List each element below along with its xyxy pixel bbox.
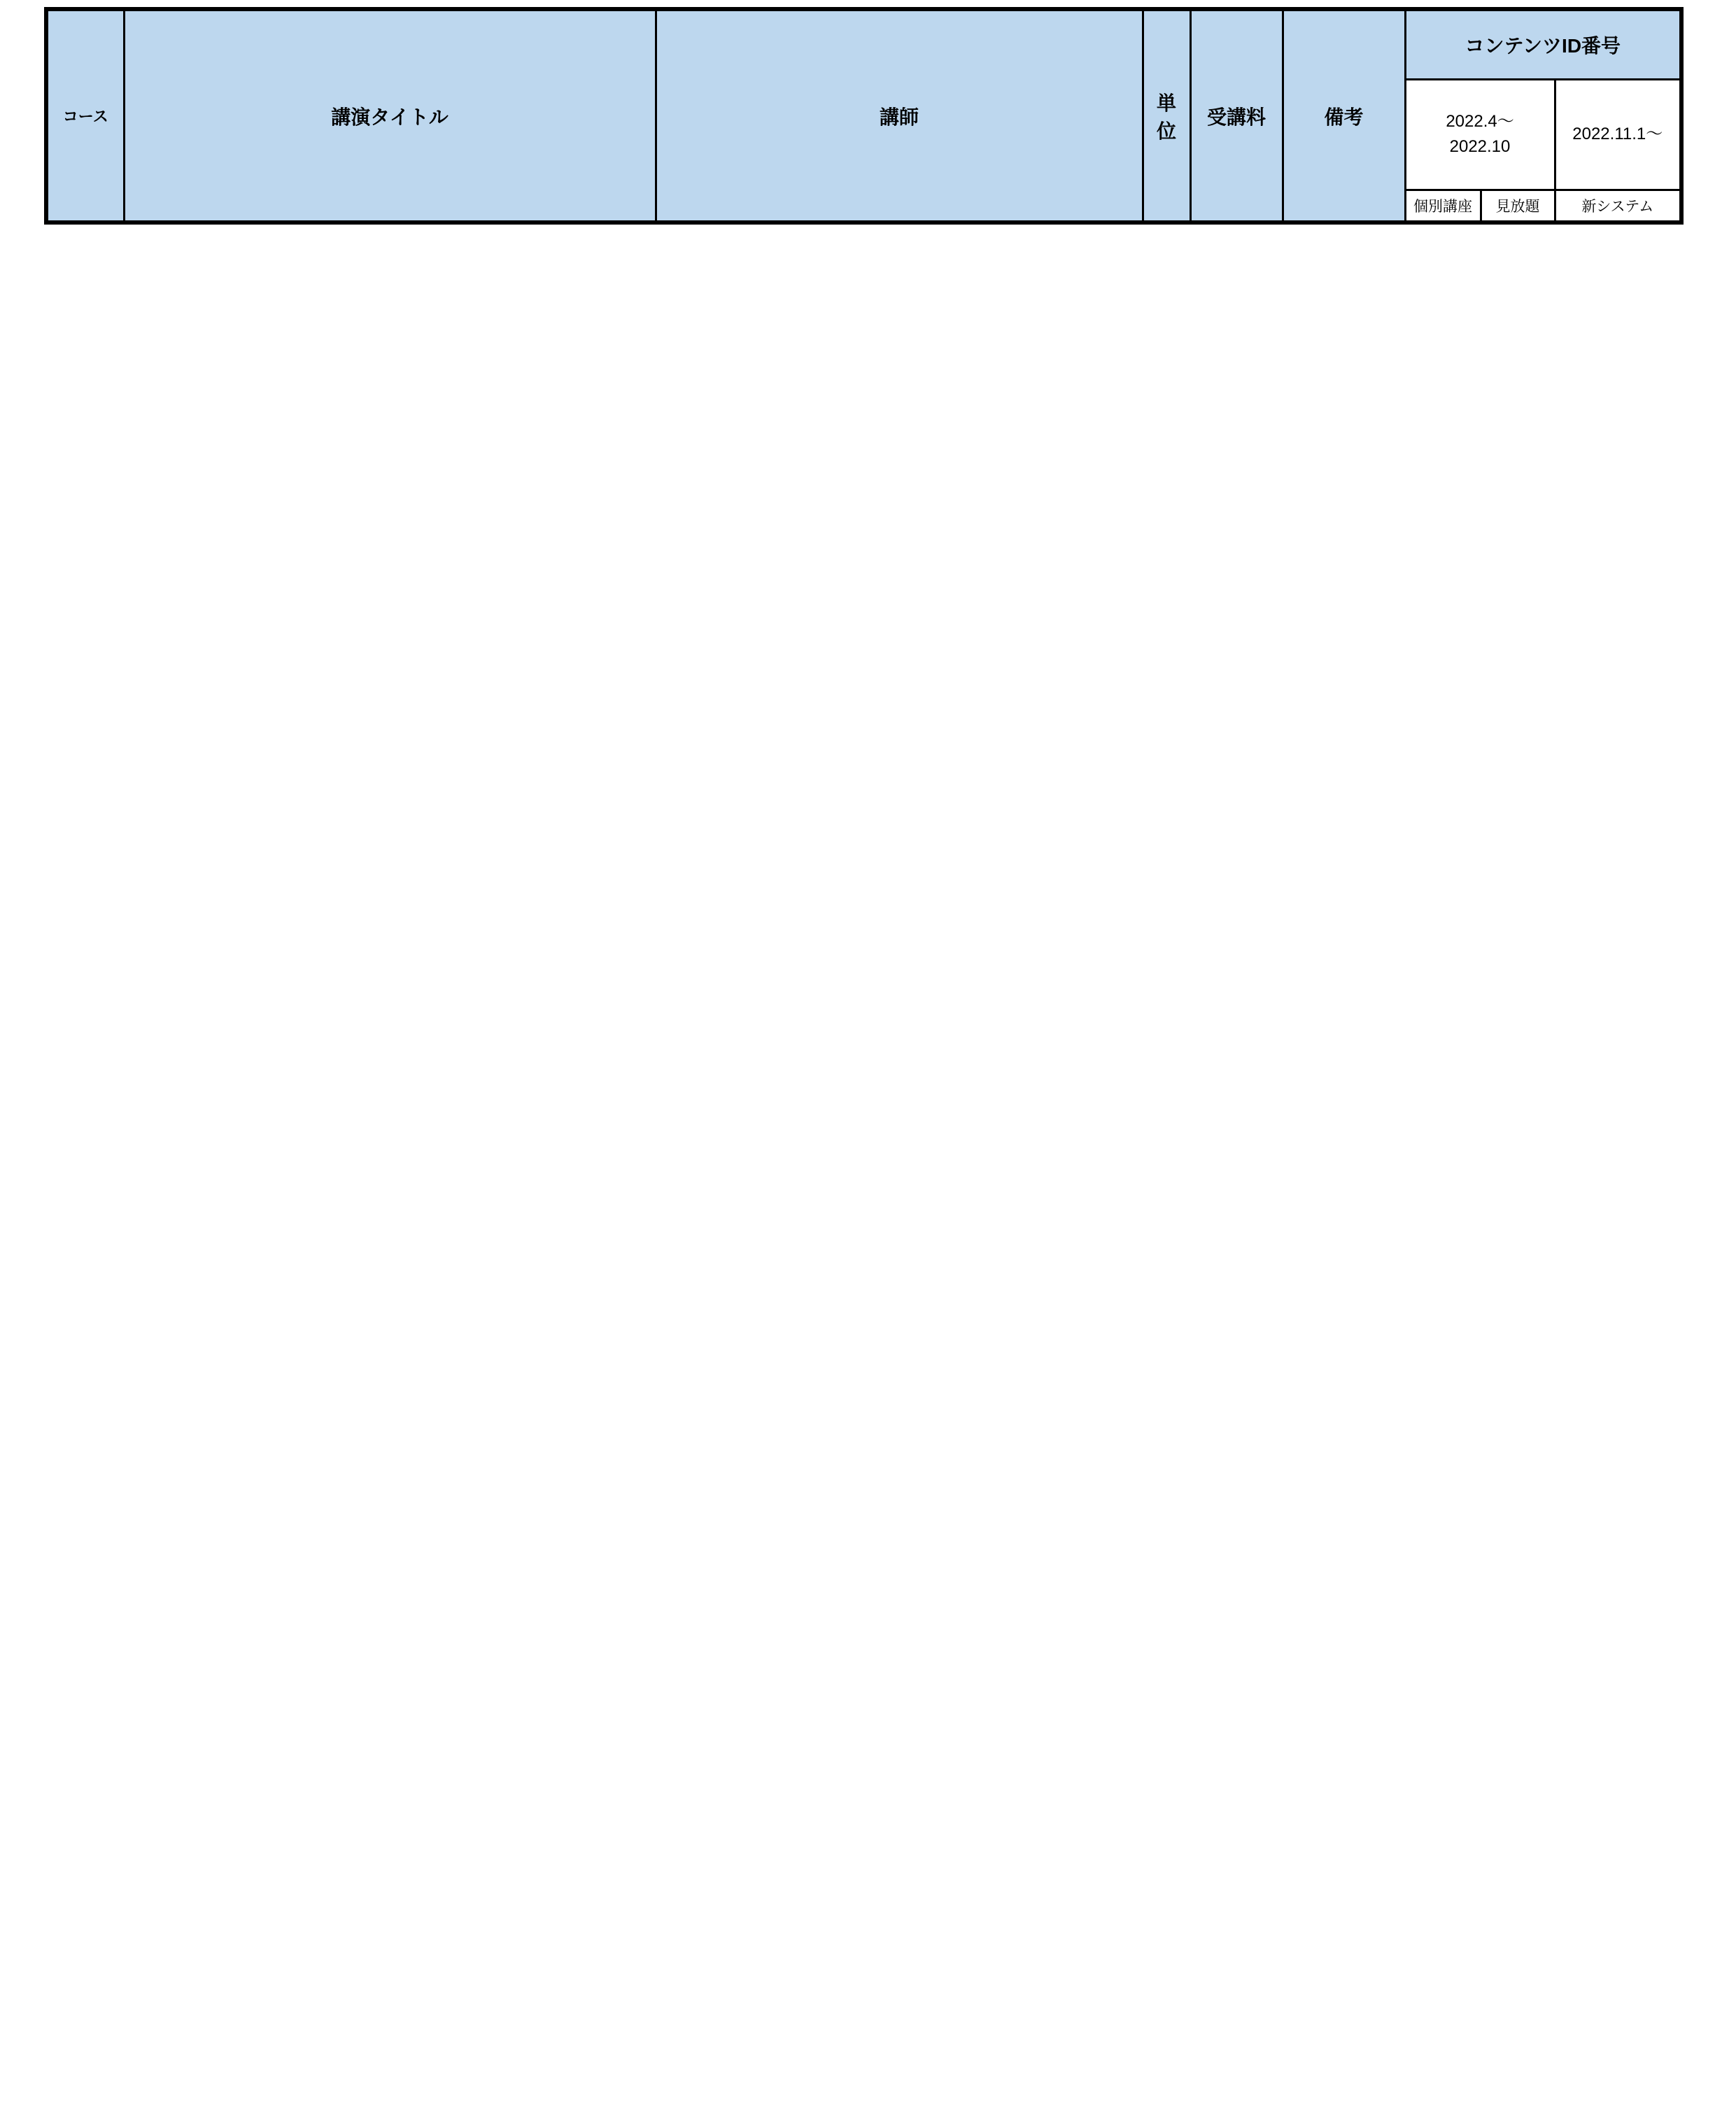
period-1-line-1: 2022.4～ (1446, 112, 1514, 131)
header-sub-unlimited: 見放題 (1481, 190, 1555, 222)
period-1-line-2: 2022.10 (1449, 137, 1511, 156)
header-sub-newsystem: 新システム (1555, 190, 1681, 222)
header-title: 講演タイトル (124, 9, 656, 222)
header-period-2: 2022.11.1～ (1555, 79, 1681, 190)
header-period-1 (1405, 79, 1555, 190)
header-content-id: コンテンツID番号 (1405, 9, 1681, 79)
table-header (46, 9, 1681, 222)
lecture-schedule-table (44, 7, 1684, 225)
header-lecturer: 講師 (656, 9, 1143, 222)
header-course: コース (46, 9, 124, 222)
header-sub-individual: 個別講座 (1405, 190, 1481, 222)
header-units: 単位 (1143, 9, 1190, 222)
header-remarks: 備考 (1283, 9, 1405, 222)
header-fee: 受講料 (1190, 9, 1283, 222)
